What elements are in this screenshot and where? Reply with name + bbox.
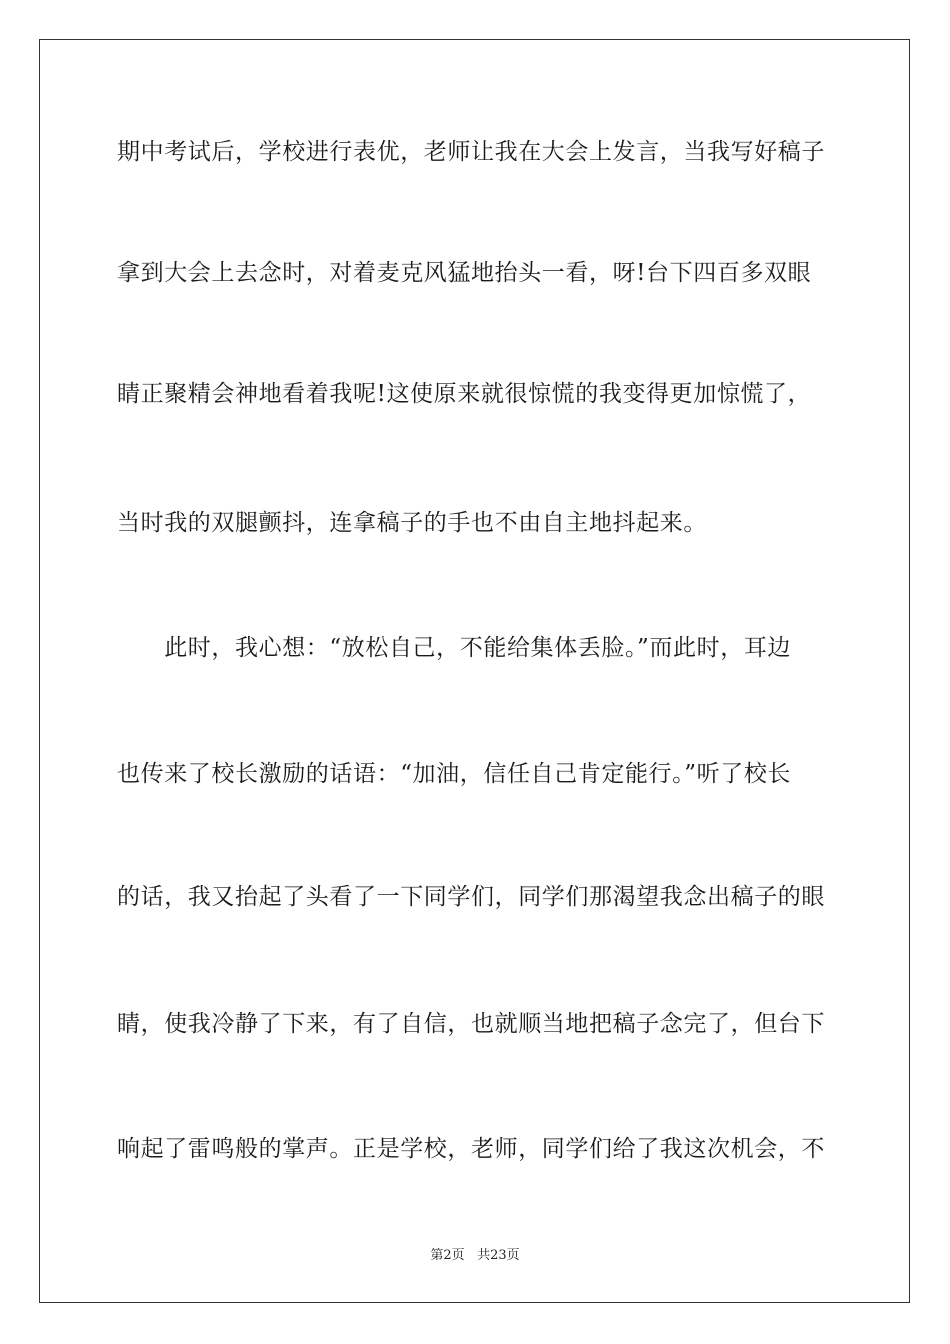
text-line: 的话，我又抬起了头看了一下同学们，同学们那渴望我念出稿子的眼 [117,884,825,910]
page-total: 共23页 [477,1248,520,1263]
text-line: 此时，我心想：“放松自己，不能给集体丢脸。”而此时，耳边 [117,635,792,661]
text-line: 期中考试后，学校进行表优，老师让我在大会上发言，当我写好稿子 [117,139,825,165]
page-number: 第2页 [430,1248,465,1263]
text-line: 拿到大会上去念时，对着麦克风猛地抬头一看，呀!台下四百多双眼 [117,260,812,286]
text-line: 睛正聚精会神地看着我呢!这使原来就很惊慌的我变得更加惊慌了， [117,381,812,407]
text-line: 响起了雷鸣般的掌声。正是学校，老师，同学们给了我这次机会，不 [117,1136,825,1162]
page-footer [0,1247,950,1265]
text-line: 睛，使我冷静了下来，有了自信，也就顺当地把稿子念完了，但台下 [117,1011,825,1037]
text-line: 也传来了校长激励的话语：“加油，信任自己肯定能行。”听了校长 [117,761,792,787]
page-border [39,39,910,1303]
text-line: 当时我的双腿颤抖，连拿稿子的手也不由自主地抖起来。 [117,510,707,536]
